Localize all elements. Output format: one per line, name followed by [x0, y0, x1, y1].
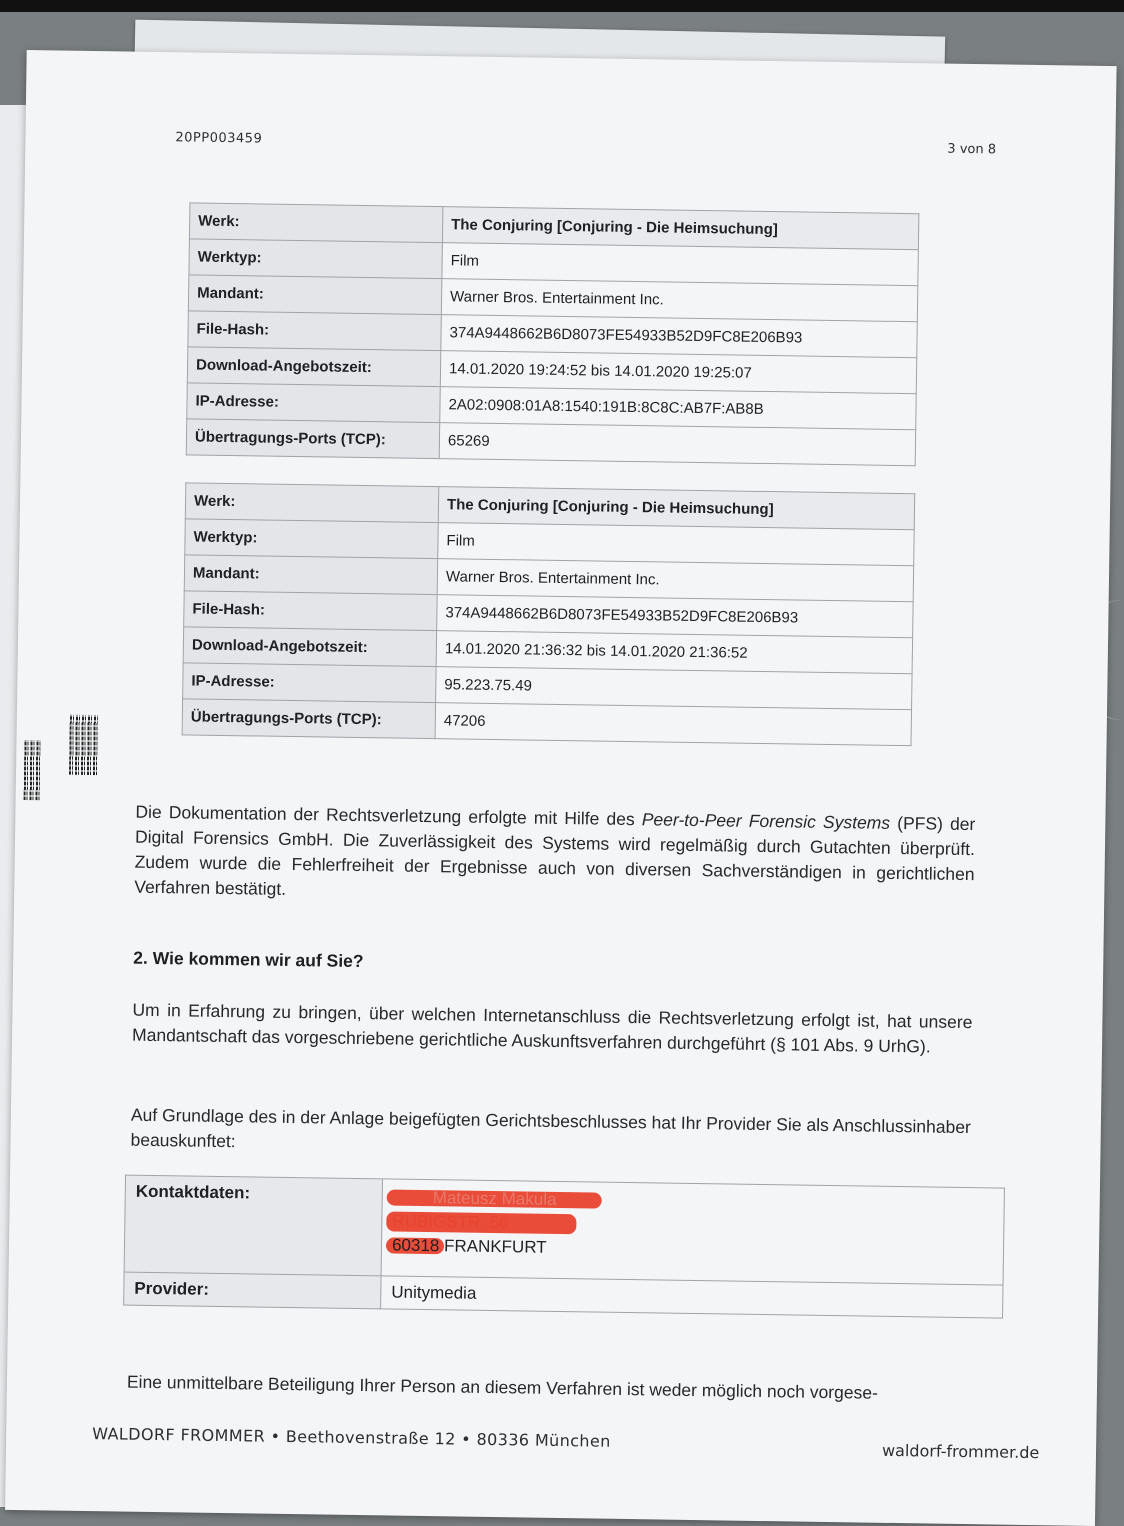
infringement-table-1	[186, 202, 920, 466]
row-value: 65269	[439, 423, 915, 466]
row-label: IP-Adresse:	[187, 383, 441, 423]
row-value: 47206	[435, 703, 911, 746]
footer-website: waldorf-frommer.de	[881, 1440, 1040, 1463]
document-page	[5, 50, 1117, 1526]
documentation-paragraph	[134, 800, 975, 912]
section-heading: 2. Wie kommen wir auf Sie?	[133, 947, 364, 972]
contact-street: RUBIGSTR. 56	[392, 1211, 509, 1233]
row-value: Warner Bros. Entertainment Inc.	[441, 279, 917, 322]
row-value: 14.01.2020 21:36:32 bis 14.01.2020 21:36:52	[436, 631, 912, 674]
row-value: 95.223.75.49	[436, 667, 912, 710]
row-label: Werktyp:	[189, 239, 443, 279]
document-number: 20PP003459	[175, 130, 263, 147]
row-value: Film	[438, 523, 914, 566]
row-label: Download-Angebotszeit:	[187, 347, 441, 387]
row-value: 374A9448662B6D8073FE54933B52D9FC8E206B93	[441, 315, 917, 358]
datamatrix-code-secondary	[24, 740, 41, 800]
contact-label: Kontaktdaten:	[124, 1175, 382, 1276]
provider-label: Provider:	[124, 1272, 381, 1309]
row-label: Werk:	[189, 203, 443, 243]
row-label: File-Hash:	[184, 591, 438, 631]
row-label: Übertragungs-Ports (TCP):	[182, 699, 436, 739]
row-value: 2A02:0908:01A8:1540:191B:8C8C:AB7F:AB8B	[440, 387, 916, 430]
infringement-table-2	[182, 482, 916, 746]
row-label: Übertragungs-Ports (TCP):	[186, 419, 440, 459]
procedure-paragraph: Um in Erfahrung zu bringen, über welchen Internetanschluss die Rechtsverletzung erfolgt ist, hat unsere Mandantschaft das vorgeschriebene gerichtliche Auskunftsverfahren durchgeführt (§ 101 Abs. 9 UrhG).	[131, 999, 973, 1057]
paragraph-text: (PFS) der Digital Forensics GmbH. Die Zuverlässigkeit des Systems wird regelmäßig durch Gutachten überprüft. Zudem wurde die Fehlerfreiheit der Ergebnisse auch von diversen Sachverständigen in gerichtlichen Verfahren bestätigt.	[134, 812, 976, 899]
participation-paragraph: Eine unmittelbare Beteiligung Ihrer Person an diesem Verfahren ist weder möglich noch vorgese-	[126, 1371, 879, 1403]
table-row	[124, 1175, 1004, 1285]
contact-table	[123, 1175, 1005, 1319]
row-label: Download-Angebotszeit:	[183, 627, 437, 667]
top-edge	[0, 0, 1124, 12]
page-indicator: 3 von 8	[947, 141, 997, 158]
contact-city: 60318 FRANKFURT	[391, 1235, 547, 1257]
row-label: IP-Adresse:	[183, 663, 437, 703]
row-value: The Conjuring [Conjuring - Die Heimsuchung]	[442, 207, 918, 250]
row-value: Film	[442, 243, 918, 286]
row-value: 374A9448662B6D8073FE54933B52D9FC8E206B93	[437, 595, 913, 638]
contact-value	[381, 1179, 1004, 1285]
row-label: Mandant:	[188, 275, 442, 315]
datamatrix-code	[69, 715, 98, 775]
provider-value: Unitymedia	[381, 1276, 1003, 1318]
paragraph-emphasis: Peer-to-Peer Forensic Systems	[641, 809, 891, 833]
row-label: Werk:	[185, 483, 439, 523]
paragraph-text: Die Dokumentation der Rechtsverletzung erfolgte mit Hilfe des	[135, 801, 642, 830]
row-value: 14.01.2020 19:24:52 bis 14.01.2020 19:25:07	[440, 351, 916, 394]
footer-address: WALDORF FROMMER • Beethovenstraße 12 • 80336 München	[92, 1424, 611, 1451]
provider-paragraph: Auf Grundlage des in der Anlage beigefügten Gerichtsbeschlusses hat Ihr Provider Sie als Anschlussinhaber beauskunftet:	[130, 1104, 971, 1152]
row-value: Warner Bros. Entertainment Inc.	[437, 559, 913, 602]
row-value: The Conjuring [Conjuring - Die Heimsuchung]	[438, 487, 914, 530]
row-label: Mandant:	[184, 555, 438, 595]
row-label: File-Hash:	[188, 311, 442, 351]
row-label: Werktyp:	[185, 519, 439, 559]
contact-name: Mateusz Makula	[432, 1188, 557, 1209]
